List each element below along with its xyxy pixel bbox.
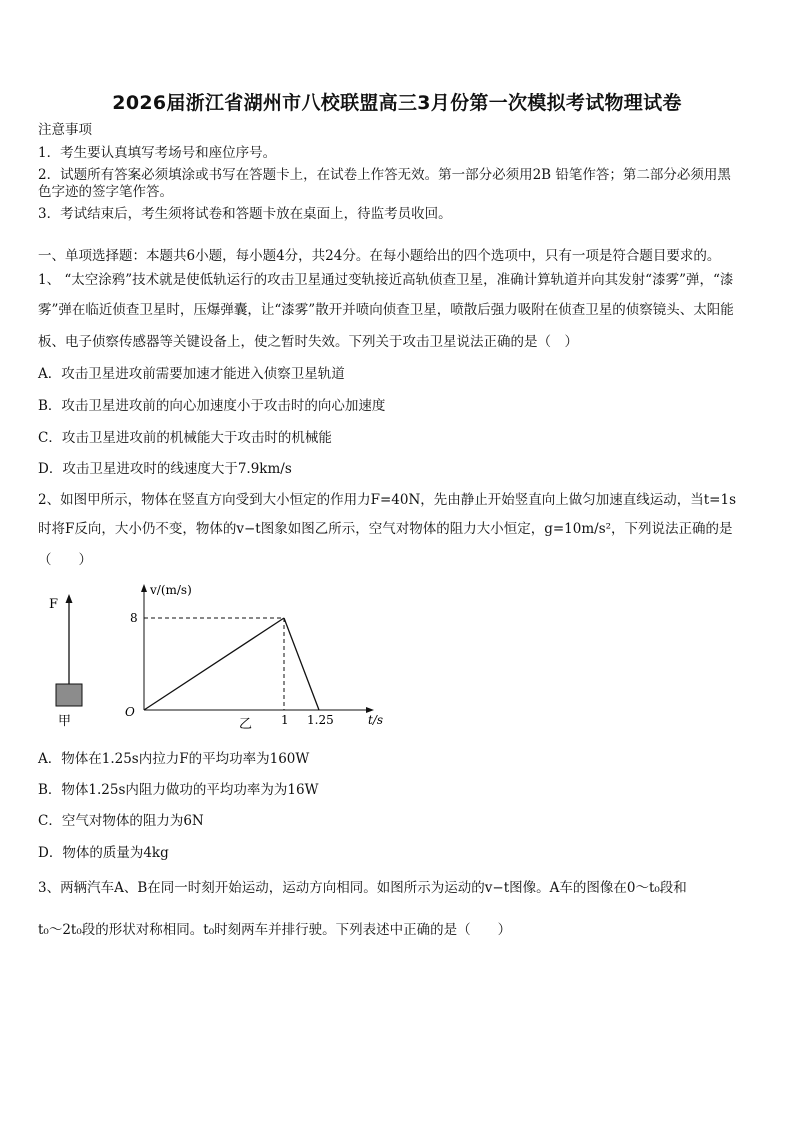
question-2-option-d: D．物体的质量为4kg — [38, 845, 169, 861]
x-tick-label: 1.25 — [307, 713, 334, 727]
question-1-option-a: A．攻击卫星进攻前需要加速才能进入侦察卫星轨道 — [38, 366, 345, 382]
y-axis-label: v/(m/s) — [150, 583, 192, 597]
figure-yi-vt-chart — [118, 578, 398, 738]
y-tick-label: 8 — [130, 611, 138, 625]
question-1-text: 板、电子侦察传感器等关键设备上，使之暂时失效。下列关于攻击卫星说法正确的是（ ） — [38, 334, 578, 350]
question-1-option-d: D．攻击卫星进攻时的线速度大于7.9km/s — [38, 461, 292, 477]
section-heading: 一、单项选择题：本题共6小题，每小题4分，共24分。在每小题给出的四个选项中，只有一项是符合题目要求的。 — [38, 248, 721, 264]
force-arrow-head — [66, 594, 73, 603]
question-1-text: 1、 “太空涂鸦”技术就是使低轨运行的攻击卫星通过变轨接近高轨侦查卫星，准确计算轨道并向其发射“漆雾”弹，“漆 — [38, 272, 734, 288]
x-tick-label: 1 — [281, 713, 289, 727]
figure-yi-label: 乙 — [239, 717, 253, 732]
notice-item: 1．考生要认真填写考场号和座位序号。 — [38, 145, 277, 161]
origin-label: O — [125, 705, 135, 719]
question-1-option-c: C．攻击卫星进攻前的机械能大于攻击时的机械能 — [38, 430, 332, 446]
question-2-option-c: C．空气对物体的阻力为6N — [38, 813, 204, 829]
question-2-text: 时将F反向，大小仍不变，物体的v−t图象如图乙所示，空气对物体的阻力大小恒定，g=10m/s²，下列说法正确的是 — [38, 521, 733, 537]
question-1-text: 雾”弹在临近侦查卫星时，压爆弹囊，让“漆雾”散开并喷向侦查卫星，喷散后强力吸附在侦查卫星的侦察镜头、太阳能 — [38, 302, 734, 318]
question-2-option-b: B．物体1.25s内阻力做功的平均功率为为16W — [38, 782, 319, 798]
notice-item: 色字迹的签字笔作答。 — [38, 184, 173, 200]
notice-item: 3．考试结束后，考生须将试卷和答题卡放在桌面上，待监考员收回。 — [38, 206, 452, 222]
notice-heading: 注意事项 — [38, 122, 92, 138]
question-1-option-b: B．攻击卫星进攻前的向心加速度小于攻击时的向心加速度 — [38, 398, 386, 414]
question-3-text: t₀～2t₀段的形状对称相同。t₀时刻两车并排行驶。下列表述中正确的是（ ） — [38, 922, 512, 938]
question-3-text: 3、两辆汽车A、B在同一时刻开始运动，运动方向相同。如图所示为运动的v−t图像。A车的图像在0～t₀段和 — [38, 880, 687, 896]
question-2-text: 2、如图甲所示，物体在竖直方向受到大小恒定的作用力F=40N，先由静止开始竖直向上做匀加速直线运动，当t=1s — [38, 492, 737, 508]
question-2-text: （ ） — [38, 552, 92, 568]
force-label: F — [49, 597, 59, 612]
x-axis-label: t/s — [368, 713, 384, 727]
y-axis-arrow — [141, 584, 147, 592]
block — [56, 684, 82, 706]
figure-jia-label: 甲 — [58, 714, 72, 729]
figure-jia — [40, 588, 100, 733]
velocity-line-segment — [284, 618, 319, 710]
notice-item: 2．试题所有答案必须填涂或书写在答题卡上，在试卷上作答无效。第一部分必须用2B 铅笔作答；第二部分必须用黑 — [38, 167, 731, 183]
question-2-option-a: A．物体在1.25s内拉力F的平均功率为160W — [38, 751, 310, 767]
exam-title: 2026届浙江省湖州市八校联盟高三3月份第一次模拟考试物理试卷 — [112, 92, 682, 114]
velocity-line-segment — [144, 618, 284, 710]
